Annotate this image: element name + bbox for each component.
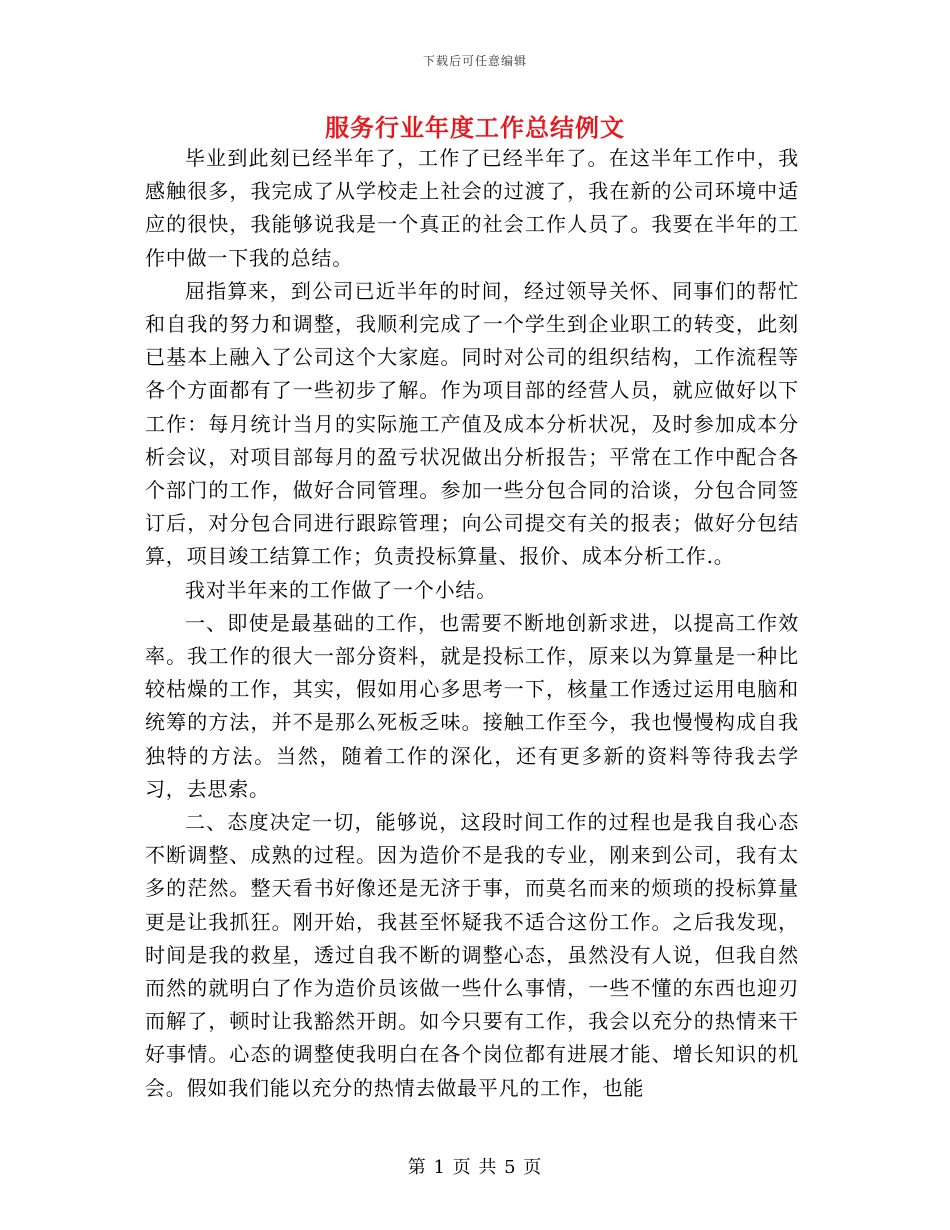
paragraph-2: 屈指算来，到公司已近半年的时间，经过领导关怀、同事们的帮忙和自我的努力和调整，我顺利完成了一个学生到企业职工的转变，此刻已基本上融入了公司这个大家庭。同时对公司的组织结构，工作流程等各个方面都有了一些初步了解。作为项目部的经营人员，就应做好以下工作：每月统计当月的实际施工产值及成本分析状况，及时参加成本分析会议，对项目部每月的盈亏状况做出分析报告；平常在工作中配合各个部门的工作，做好合同管理。参加一些分包合同的洽谈，分包合同签订后，对分包合同进行跟踪管理；向公司提交有关的报表；做好分包结算，项目竣工结算工作；负责投标算量、报价、成本分析工作.。 (145, 278, 799, 569)
page-number-footer: 第 1 页 共 5 页 (407, 1157, 543, 1178)
paragraph-1: 毕业到此刻已经半年了，工作了已经半年了。在这半年工作中，我感触很多，我完成了从学校走上社会的过渡了，我在新的公司环境中适应的很快，我能够说我是一个真正的社会工作人员了。我要在半年的工作中做一下我的总结。 (145, 146, 799, 270)
document-body (145, 142, 799, 1105)
paragraph-4: 一、即使是最基础的工作，也需要不断地创新求进，以提高工作效率。我工作的很大一部分资料，就是投标工作，原来以为算量是一种比较枯燥的工作，其实，假如用心多思考一下，核量工作透过运用电脑和统筹的方法，并不是那么死板乏味。接触工作至今，我也慢慢构成自我独特的方法。当然，随着工作的深化，还有更多新的资料等待我去学习，去思索。 (145, 610, 799, 801)
paragraph-5: 二、态度决定一切，能够说，这段时间工作的过程也是我自我心态不断调整、成熟的过程。因为造价不是我的专业，刚来到公司，我有太多的茫然。整天看书好像还是无济于事，而莫名而来的烦琐的投标算量更是让我抓狂。刚开始，我甚至怀疑我不适合这份工作。之后我发现，时间是我的救星，透过自我不断的调整心态，虽然没有人说，但我自然而然的就明白了作为造价员该做一些什么事情，一些不懂的东西也迎刃而解了，顿时让我豁然开朗。如今只要有工作，我会以充分的热情来干好事情。心态的调整使我明白在各个岗位都有进展才能、增长知识的机会。假如我们能以充分的热情去做最平凡的工作，也能 (145, 810, 799, 1100)
page-header-note: 下载后可任意编辑 (422, 54, 527, 68)
document-title: 服务行业年度工作总结例文 (325, 113, 625, 142)
paragraph-3: 我对半年来的工作做了一个小结。 (185, 577, 497, 602)
